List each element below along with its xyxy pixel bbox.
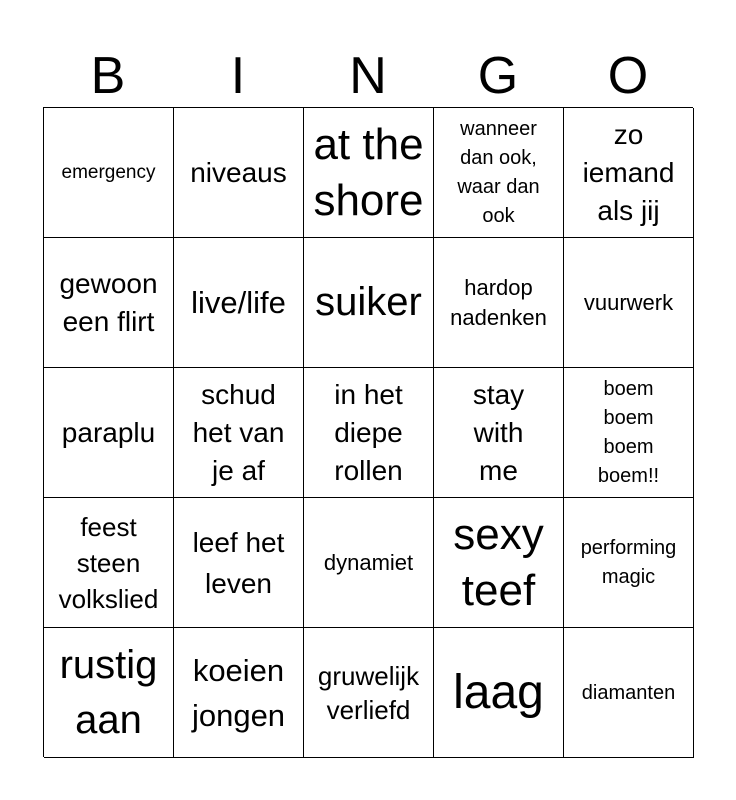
cell-text: schud het van je af	[192, 378, 285, 486]
bingo-cell-r5c4[interactable]	[434, 628, 564, 758]
bingo-cell-r3c4[interactable]	[434, 368, 564, 498]
cell-text: niveaus	[190, 156, 287, 188]
cell-text: vuurwerk	[583, 289, 674, 315]
cell-text: at the shore	[313, 119, 424, 225]
header-letter-i: I	[230, 47, 246, 105]
bingo-cell-r5c2[interactable]	[174, 628, 304, 758]
cell-text: performing magic	[580, 536, 677, 588]
header-letter-b: B	[90, 47, 126, 105]
bingo-cell-r4c5[interactable]	[564, 498, 694, 628]
cell-text: paraplu	[61, 416, 156, 448]
cell-text: in het diepe rollen	[334, 378, 403, 486]
cell-text: zo iemand als jij	[582, 118, 675, 226]
cell-text: rustig aan	[59, 642, 158, 742]
cell-text: boem boem boem boem!!	[597, 377, 660, 487]
header-letter-n: N	[349, 47, 387, 105]
header-letter-g: G	[477, 47, 519, 105]
bingo-grid	[43, 107, 693, 757]
bingo-cell-r2c5[interactable]	[564, 238, 694, 368]
cell-text: feest steen volkslied	[58, 511, 159, 614]
cell-text: emergency	[61, 162, 156, 183]
bingo-cell-r2c1[interactable]	[44, 238, 174, 368]
cell-text: koeien jongen	[191, 652, 286, 733]
bingo-cell-r3c3[interactable]	[304, 368, 434, 498]
bingo-cell-r3c1[interactable]	[44, 368, 174, 498]
bingo-cell-r2c3[interactable]	[304, 238, 434, 368]
cell-text: sexy teef	[453, 509, 544, 615]
bingo-cell-r5c5[interactable]	[564, 628, 694, 758]
bingo-cell-r2c2[interactable]	[174, 238, 304, 368]
cell-text: diamanten	[581, 681, 676, 704]
bingo-cell-r4c1[interactable]	[44, 498, 174, 628]
bingo-cell-r2c4[interactable]	[434, 238, 564, 368]
cell-text: gewoon een flirt	[59, 267, 158, 337]
header-letter-o: O	[607, 47, 649, 105]
bingo-cell-r3c5[interactable]	[564, 368, 694, 498]
cell-text: live/life	[191, 284, 286, 320]
bingo-cell-r1c1[interactable]	[44, 108, 174, 238]
bingo-cell-r1c4[interactable]	[434, 108, 564, 238]
cell-text: stay with me	[472, 378, 525, 486]
cell-text: hardop nadenken	[450, 274, 547, 330]
cell-text: leef het leven	[192, 526, 285, 599]
bingo-header	[43, 44, 693, 108]
cell-text: suiker	[315, 280, 422, 324]
bingo-cell-r4c2[interactable]	[174, 498, 304, 628]
bingo-cell-r5c1[interactable]	[44, 628, 174, 758]
bingo-cell-r4c4[interactable]	[434, 498, 564, 628]
bingo-cell-r1c3[interactable]	[304, 108, 434, 238]
bingo-cell-r1c2[interactable]	[174, 108, 304, 238]
cell-text: gruwelijk verliefd	[317, 660, 420, 725]
bingo-cell-r1c5[interactable]	[564, 108, 694, 238]
cell-text: dynamiet	[323, 549, 414, 575]
bingo-cell-r5c3[interactable]	[304, 628, 434, 758]
cell-text: wanneer dan ook, waar dan ook	[457, 117, 540, 227]
cell-text: laag	[453, 665, 544, 719]
bingo-cell-r3c2[interactable]	[174, 368, 304, 498]
bingo-cell-r4c3[interactable]	[304, 498, 434, 628]
